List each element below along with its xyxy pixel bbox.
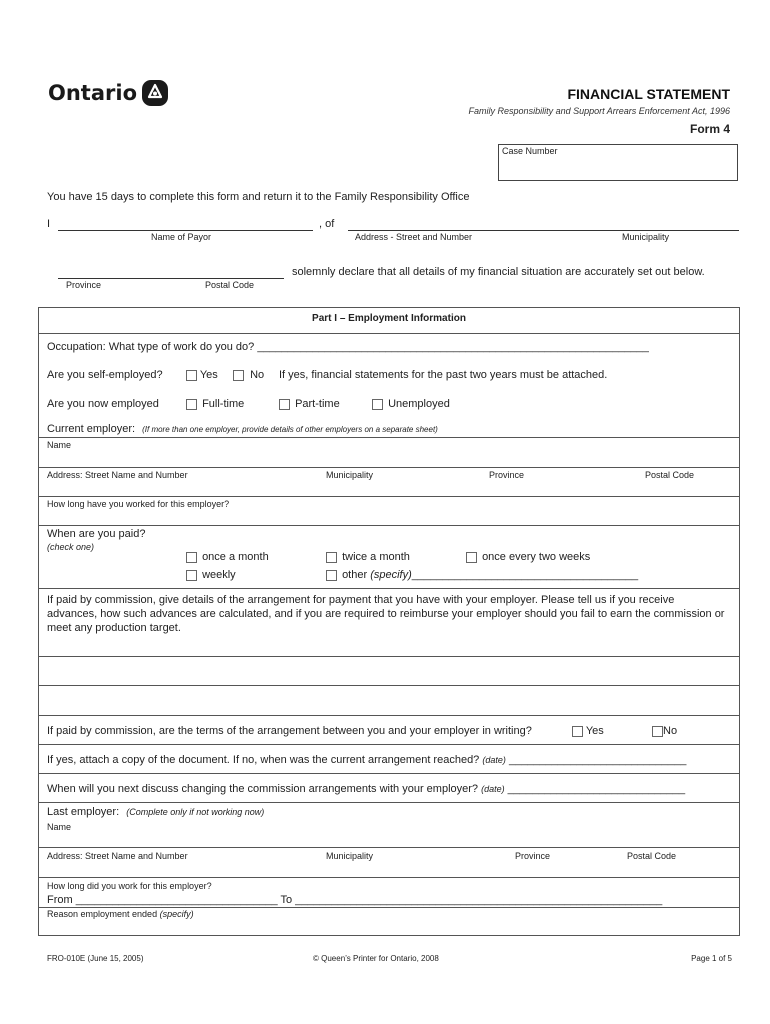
checkbox[interactable]: [372, 399, 383, 410]
employer-address-field[interactable]: Address: Street Name and Number: [47, 470, 188, 480]
writing-yes-label: Yes: [585, 725, 604, 737]
divider: [38, 715, 740, 716]
attach-row: [47, 754, 686, 766]
last-employer-province-field[interactable]: Province: [515, 851, 551, 861]
last-employer-heading: [47, 806, 264, 818]
checkbox[interactable]: [186, 399, 197, 410]
next-discuss-row: [47, 783, 685, 795]
commission-text: If paid by commission, give details of the arrangement for payment that you have with your employer. Please tell us if you receive advances, how such advances are calculated, and if you are required to reimburse your employer should you fail to earn the commission or meet any production target.: [47, 594, 725, 634]
divider: [38, 333, 740, 334]
page-number: Page 1 of 5: [691, 954, 732, 963]
municipality-label: Municipality: [622, 232, 670, 242]
last-employer-label: Last employer:: [47, 806, 120, 818]
self-employed-question: Are you self-employed?: [47, 369, 163, 381]
unemployed-label: Unemployed: [388, 398, 450, 410]
last-employer-note: (Complete only if not working now): [126, 807, 265, 817]
checkbox[interactable]: [466, 552, 477, 563]
employer-municipality-field[interactable]: Municipality: [326, 470, 374, 480]
specify-label: (specify): [370, 569, 412, 581]
unemployed-option[interactable]: [372, 398, 450, 410]
divider: [38, 467, 740, 468]
address-label: Address - Street and Number: [355, 232, 473, 242]
last-employer-address-field[interactable]: Address: Street Name and Number: [47, 851, 188, 861]
how-long-field[interactable]: How long have you worked for this employer?: [47, 499, 230, 509]
intro-text: You have 15 days to complete this form and return it to the Family Responsibility Office: [47, 191, 470, 203]
twice-month-label: twice a month: [342, 551, 410, 563]
two-weeks-label: once every two weeks: [482, 551, 591, 563]
checkbox[interactable]: [233, 370, 244, 381]
divider: [38, 744, 740, 745]
province-label: Province: [66, 280, 102, 290]
divider: [38, 877, 740, 878]
case-number-field[interactable]: [498, 144, 738, 181]
once-month-option[interactable]: [186, 551, 269, 563]
name-of-payor-label: Name of Payor: [151, 232, 212, 242]
divider: [38, 907, 740, 908]
ontario-logo: [48, 80, 168, 106]
employment-period-row: [47, 894, 662, 906]
self-employed-no[interactable]: [233, 369, 264, 381]
other-specify-field[interactable]: _____________________________________: [411, 569, 639, 581]
last-employer-name-field[interactable]: Name: [47, 822, 72, 832]
checkbox[interactable]: [326, 570, 337, 581]
next-discuss-question: When will you next discuss changing the commission arrangements with your employer?: [47, 783, 479, 795]
arrangement-date-field[interactable]: _____________________________: [508, 754, 687, 766]
last-employer-postal-field[interactable]: Postal Code: [627, 851, 677, 861]
divider: [38, 496, 740, 497]
self-employed-yes[interactable]: [186, 369, 218, 381]
fulltime-label: Full-time: [202, 398, 245, 410]
reason-field[interactable]: [47, 909, 194, 919]
self-employed-note: If yes, financial statements for the past two years must be attached.: [279, 369, 608, 381]
of-label: , of: [319, 218, 335, 230]
weekly-option[interactable]: [186, 569, 236, 581]
checkbox[interactable]: [572, 726, 583, 737]
current-employer-note: (If more than one employer, provide details of other employers on a separate sheet): [142, 425, 438, 434]
last-employer-municipality-field[interactable]: Municipality: [326, 851, 374, 861]
other-label: other: [342, 569, 368, 581]
weekly-label: weekly: [202, 569, 236, 581]
reason-label: Reason employment ended: [47, 909, 158, 919]
employer-postal-field[interactable]: Postal Code: [645, 470, 695, 480]
from-date-field[interactable]: _________________________________: [75, 894, 278, 906]
divider: [38, 802, 740, 803]
employer-name-field[interactable]: Name: [47, 440, 72, 450]
checkbox[interactable]: [186, 570, 197, 581]
once-month-label: once a month: [202, 551, 269, 563]
checkbox[interactable]: [652, 726, 663, 737]
divider: [38, 773, 740, 774]
check-one-note: (check one): [47, 542, 95, 552]
divider: [38, 847, 740, 848]
postal-code-label: Postal Code: [205, 280, 255, 290]
i-label: I: [47, 218, 51, 230]
checkbox[interactable]: [186, 370, 197, 381]
copyright: © Queen’s Printer for Ontario, 2008: [313, 954, 439, 963]
case-number-label: Case Number: [502, 146, 558, 156]
next-discuss-date-field[interactable]: _____________________________: [507, 783, 686, 795]
trillium-icon: [142, 80, 168, 106]
to-label: To: [280, 894, 293, 906]
writing-question: If paid by commission, are the terms of the arrangement between you and your employer in writing?: [47, 725, 532, 737]
date-label: (date): [482, 755, 506, 765]
payor-province-field[interactable]: [58, 278, 284, 279]
current-employer-label: Current employer:: [47, 423, 136, 435]
checkbox[interactable]: [186, 552, 197, 563]
employer-province-field[interactable]: Province: [489, 470, 525, 480]
act-name: Family Responsibility and Support Arrears Enforcement Act, 1996: [468, 106, 730, 116]
commission-line-1[interactable]: [38, 657, 740, 685]
form-title: FINANCIAL STATEMENT: [567, 86, 730, 102]
parttime-option[interactable]: [279, 398, 340, 410]
payor-name-field[interactable]: [58, 230, 313, 231]
reason-specify: (specify): [159, 909, 194, 919]
date-label: (date): [481, 784, 505, 794]
parttime-label: Part-time: [295, 398, 340, 410]
no-label: No: [250, 369, 265, 381]
to-date-field[interactable]: ____________________________________________________________: [295, 894, 663, 906]
form-id: FRO-010E (June 15, 2005): [47, 954, 144, 963]
two-weeks-option[interactable]: [466, 551, 590, 563]
part1-heading: Part I – Employment Information: [312, 313, 466, 324]
divider: [38, 437, 740, 438]
attach-question: If yes, attach a copy of the document. If no, when was the current arrangement reached?: [47, 754, 480, 766]
employed-question: Are you now employed: [47, 398, 159, 410]
how-long-did-label: How long did you work for this employer?: [47, 881, 212, 891]
fulltime-option[interactable]: [186, 398, 244, 410]
writing-no[interactable]: [652, 725, 677, 737]
when-paid-question: When are you paid?: [47, 528, 146, 540]
commission-line-2[interactable]: [38, 686, 740, 714]
payor-address-field[interactable]: [348, 230, 739, 231]
writing-yes[interactable]: [572, 725, 604, 737]
checkbox[interactable]: [279, 399, 290, 410]
checkbox[interactable]: [326, 552, 337, 563]
logo-text: Ontario: [48, 81, 137, 105]
twice-month-option[interactable]: [326, 551, 410, 563]
from-label: From: [47, 894, 73, 906]
yes-label: Yes: [199, 369, 218, 381]
occupation-field[interactable]: Occupation: What type of work do you do? ________________________________________________________________: [47, 341, 649, 353]
declare-text: solemnly declare that all details of my financial situation are accurately set out below.: [292, 266, 705, 278]
divider: [38, 525, 740, 526]
divider: [38, 588, 740, 589]
current-employer-heading: [47, 423, 438, 435]
writing-no-label: No: [663, 725, 678, 737]
other-option[interactable]: [326, 569, 638, 581]
form-number: Form 4: [689, 122, 730, 136]
